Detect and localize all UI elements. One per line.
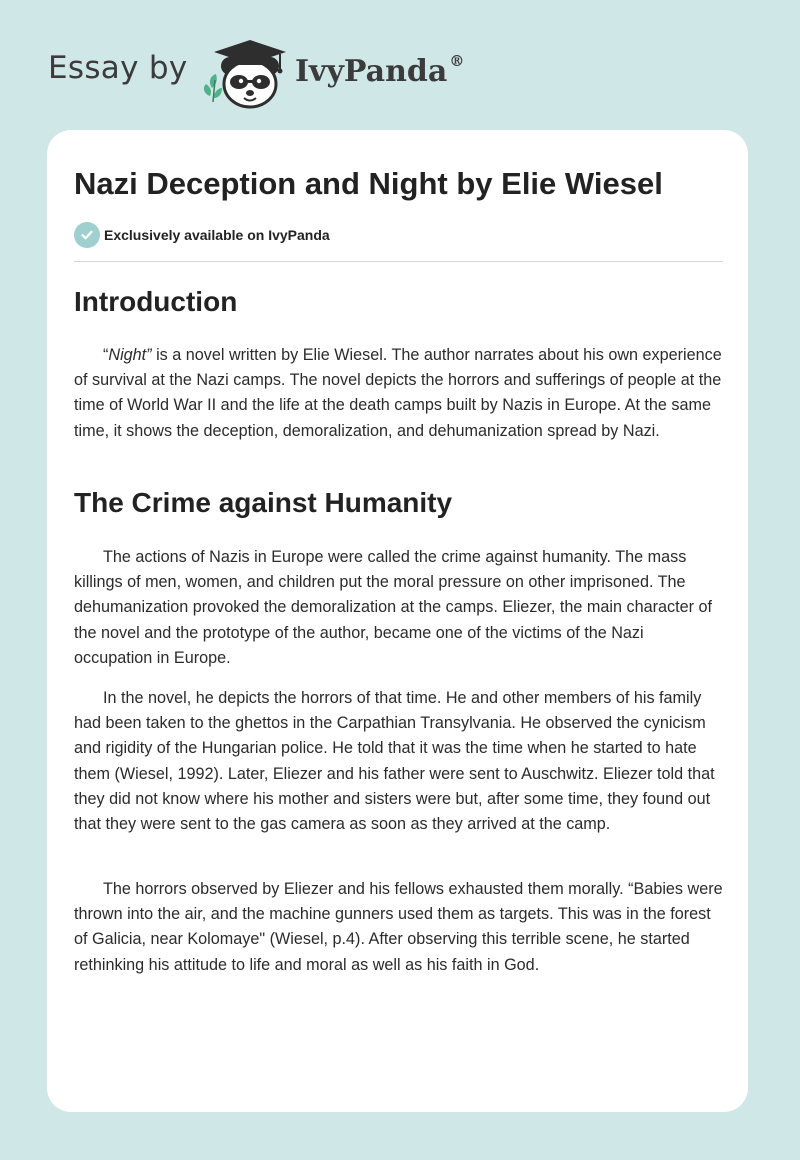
- registered-mark: ®: [449, 52, 465, 70]
- paragraph-intro: [74, 343, 726, 444]
- essay-by-label: Essay by: [48, 50, 188, 86]
- section-heading-crime-against-humanity: The Crime against Humanity: [74, 487, 453, 518]
- check-circle-icon: [74, 222, 100, 248]
- article-title: Nazi Deception and Night by Elie Wiesel: [74, 166, 663, 201]
- paragraph-crime-3: The horrors observed by Eliezer and his fellows exhausted them morally. “Babies were thrown into the air, and the machine gunners used them as targets. This was in the forest of Galicia, near Kolomaye" (Wiesel, p.4). After observing this terrible scene, he started rethinking his attitude to life and moral as well as his faith in God.: [74, 880, 723, 974]
- exclusive-badge: [74, 222, 330, 248]
- paragraph-crime-2: In the novel, he depicts the horrors of that time. He and other members of his family had been taken to the ghettos in the Carpathian Transylvania. He observed the cynicism and rigidity of the Hungarian police. He told that it was the time when he started to hate them (Wiesel, 1992). Later, Eliezer and his father were sent to Auschwitz. Eliezer told that they did not know where his mother and sisters were but, after some time, they found out that they were sent to the gas camera as soon as they arrived at the camp.: [74, 689, 715, 834]
- brand-name-text: IvyPanda: [295, 54, 448, 89]
- section-heading-introduction: Introduction: [74, 286, 238, 317]
- exclusive-badge-label: Exclusively available on IvyPanda: [104, 227, 330, 243]
- brand-name[interactable]: [295, 54, 464, 89]
- paragraph-crime-1: The actions of Nazis in Europe were called the crime against humanity. The mass killings of men, women, and children put the moral pressure on other imprisoned. The dehumanization provoked the demoralization at the camps. Eliezer, the main character of the novel and the prototype of the author, became one of the victims of the Nazi occupation in Europe.: [74, 548, 712, 667]
- article-card: [47, 130, 748, 1112]
- open-quote: “: [103, 346, 109, 364]
- panda-logo-icon[interactable]: [200, 36, 292, 110]
- paragraph-intro-text: is a novel written by Elie Wiesel. The author narrates about his own experience of survival at the Nazi camps. The novel depicts the horrors and sufferings of people at the time of World War II and the life at the death camps built by Nazis in Europe. At the same time, it shows the deception, demoralization, and dehumanization spread by Nazi.: [74, 346, 722, 440]
- site-header: [0, 0, 800, 130]
- title-divider: [74, 261, 723, 262]
- book-title-italic: Night”: [108, 346, 152, 364]
